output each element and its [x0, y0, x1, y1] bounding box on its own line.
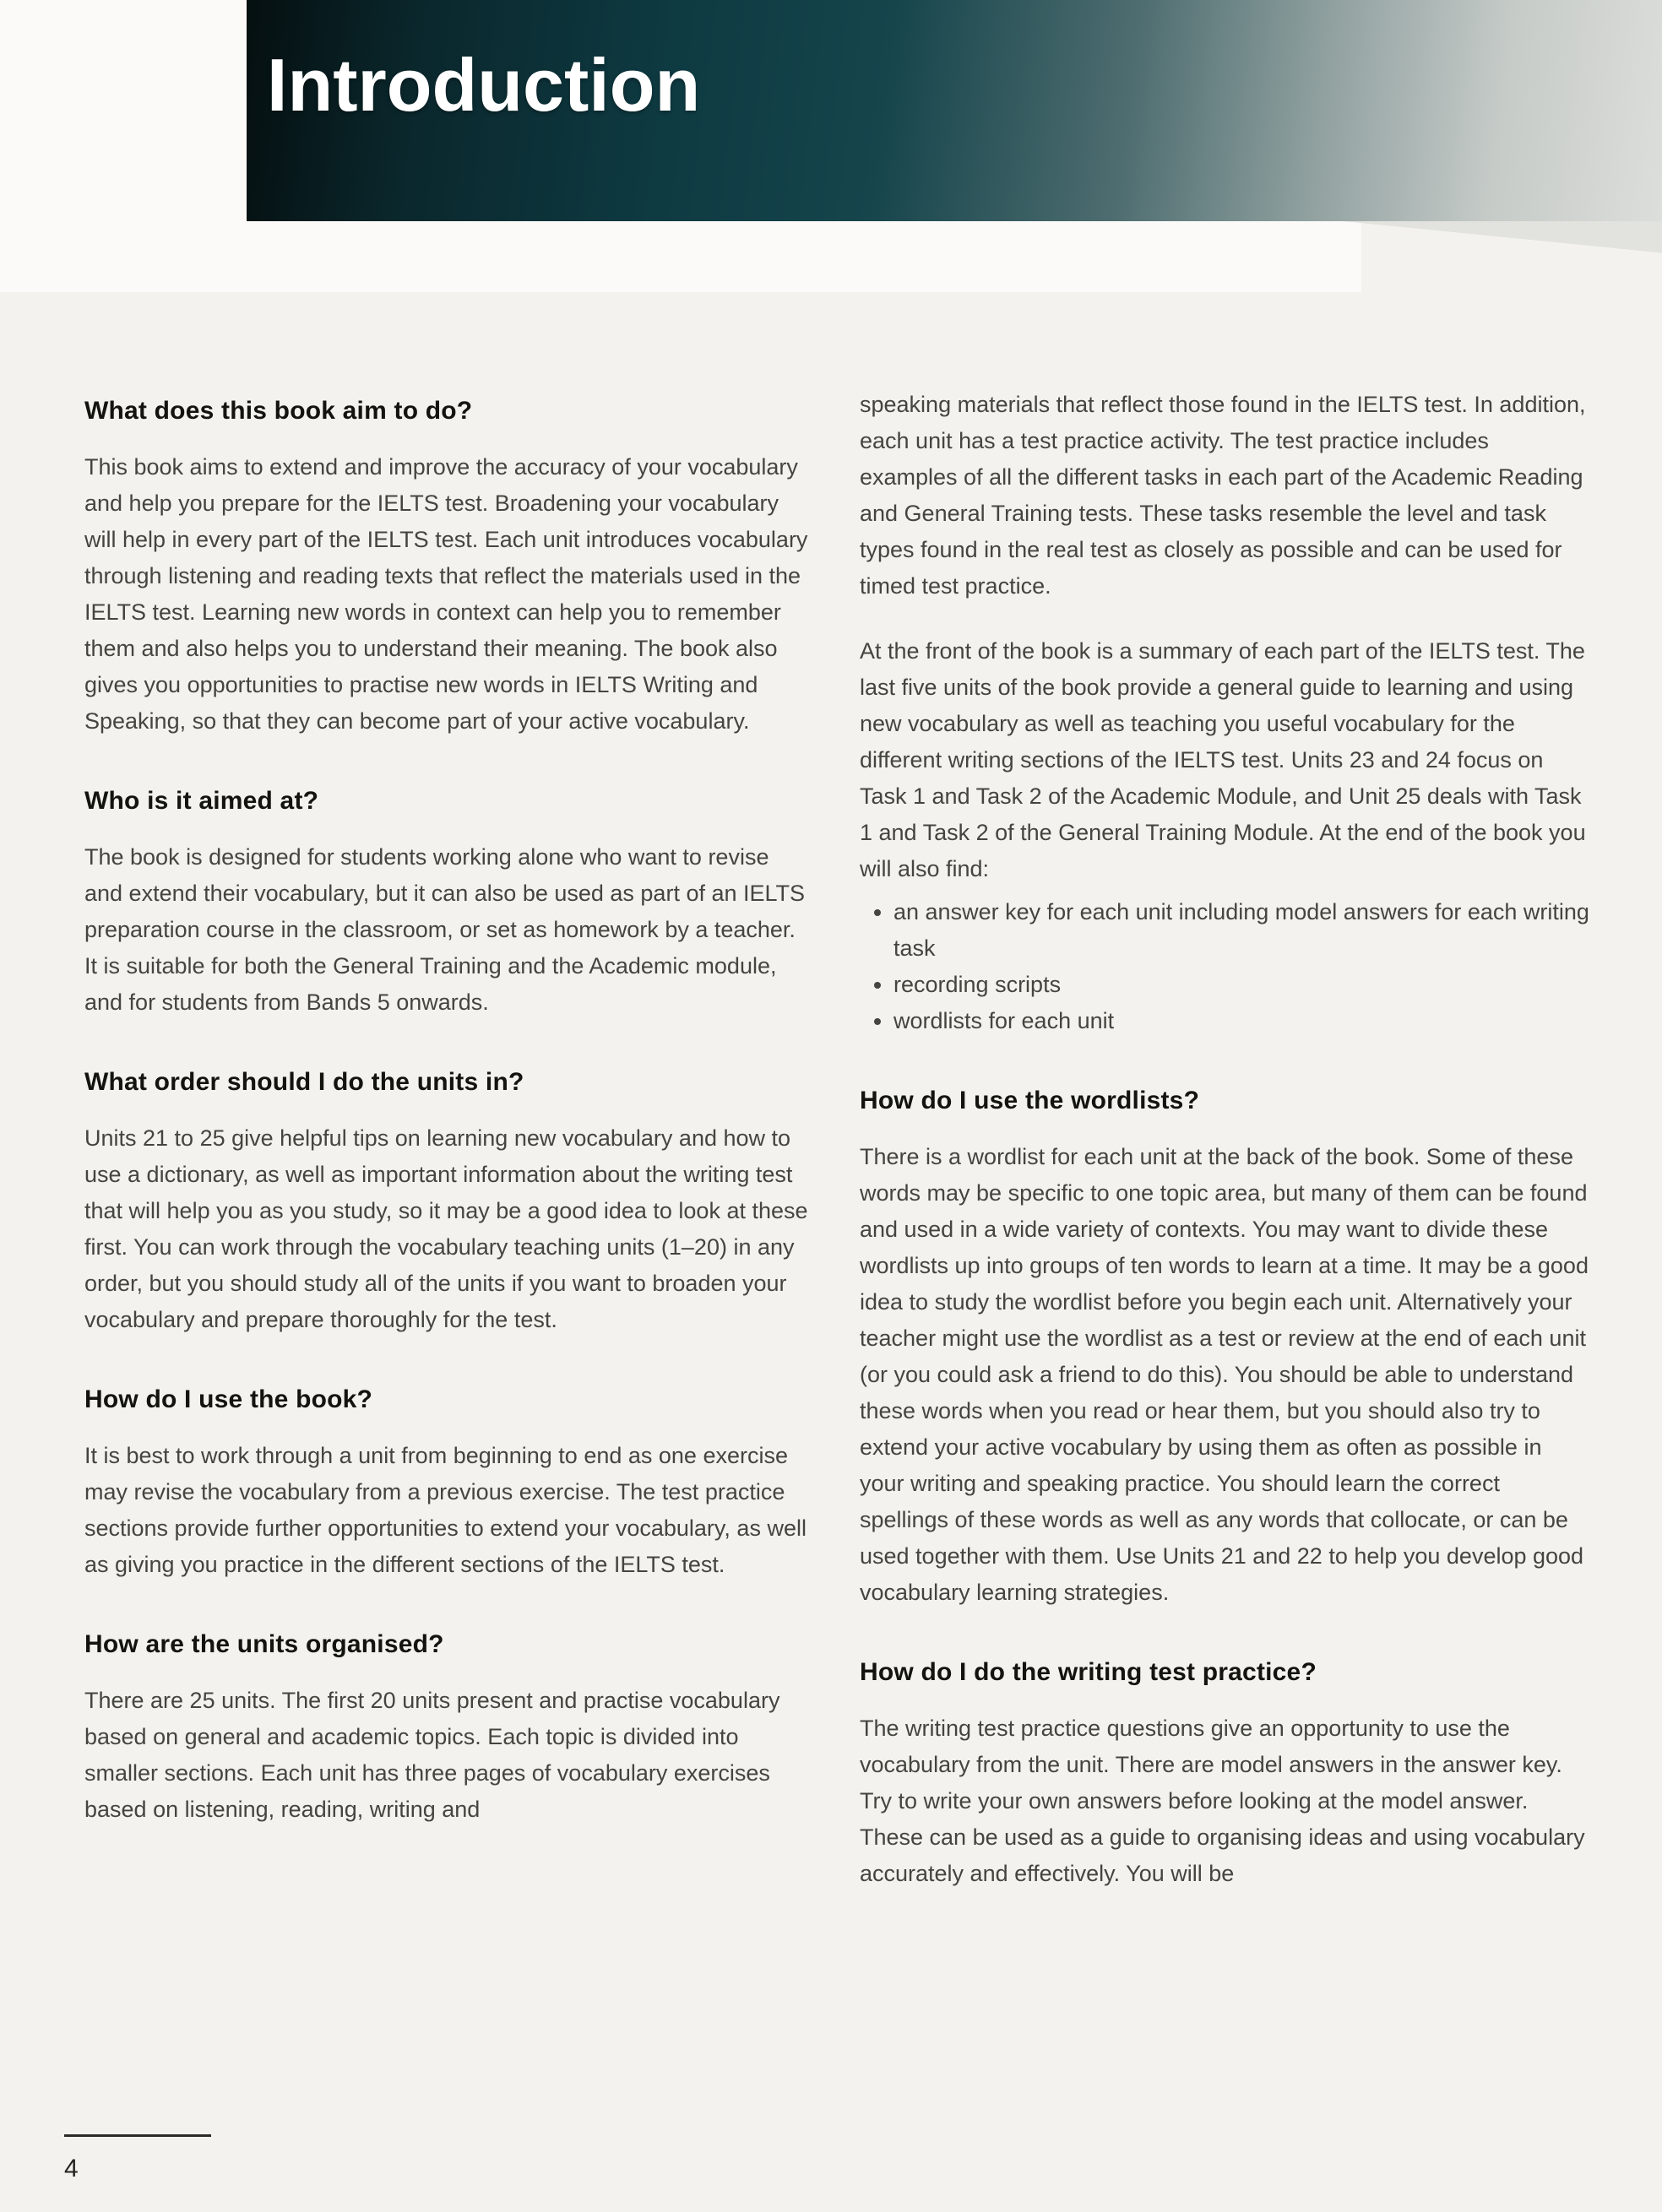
left-column: [84, 397, 811, 1828]
section-heading: How do I use the wordlists?: [860, 1087, 1200, 1114]
page-number: 4: [64, 2155, 79, 2182]
continuation-paragraph: speaking materials that reflect those found in the IELTS test. In addition, each unit has a test practice activity. The test practice includes examples of all the different tasks in each part of the Academic Reading and General Training tests. These tasks resemble the level and task types found in the real test as closely as possible and can be used for timed test practice.: [860, 392, 1586, 599]
section-unit-organisation: [84, 1630, 811, 1828]
section-aim: [84, 397, 811, 740]
paragraph: The book is designed for students working alone who want to revise and extend their vocabulary, but it can also be used as part of an IELTS preparation course in the classroom, or set as homework by a teacher. It is suitable for both the General Training and the Academic module, and for students from Bands 5 onwards.: [84, 844, 806, 1015]
bullet-item: • wordlists for each unit: [893, 1003, 1589, 1039]
section-how-to-use-book: [84, 1385, 811, 1583]
section-heading: What does this book aim to do?: [84, 397, 473, 425]
bullet-list: [860, 894, 1589, 1039]
paragraph: Units 21 to 25 give helpful tips on learning new vocabulary and how to use a dictionary, as well as important information about the writing test that will help you as you study, so it may be a good idea to look at these first. You can work through the vocabulary teaching units (1–20) in any order, but you should study all of the units if you want to broaden your vocabulary and prepare thoroughly for the test.: [84, 1125, 808, 1332]
right-column: [860, 387, 1589, 1892]
bullet-item: • an answer key for each unit including model answers for each writing task: [893, 894, 1589, 967]
section-heading: Who is it aimed at?: [84, 787, 319, 815]
footer-rule: [64, 2134, 211, 2137]
paragraph: It is best to work through a unit from beginning to end as one exercise may revise the vocabulary from a previous exercise. The test practice sections provide further opportunities to extend your vocabulary, as well as giving you practice in the different sections of the IELTS test.: [84, 1443, 807, 1577]
paragraph: There are 25 units. The first 20 units present and practise vocabulary based on general and academic topics. Each topic is divided into smaller sections. Each unit has three pages of vocabulary exercises based on listening, reading, writing and: [84, 1688, 780, 1822]
section-audience: [84, 787, 811, 1021]
intro-banner: [247, 0, 1662, 221]
book-overview-group: [860, 633, 1589, 1039]
section-heading: How do I use the book?: [84, 1385, 373, 1413]
section-heading: What order should I do the units in?: [84, 1068, 524, 1096]
page-title: Introduction: [267, 43, 701, 127]
section-unit-order: [84, 1068, 811, 1338]
section-heading: How do I do the writing test practice?: [860, 1658, 1317, 1686]
paragraph: This book aims to extend and improve the accuracy of your vocabulary and help you prepare for the IELTS test. Broadening your vocabulary will help in every part of the IELTS test. Each unit introduces vocabulary through listening and reading texts that reflect the materials used in the IELTS test. Learning new words in context can help you to remember them and also helps you to understand their meaning. The book also gives you opportunities to practise new words in IELTS Writing and Speaking, so that they can become part of your active vocabulary.: [84, 454, 808, 734]
section-writing-test-practice: [860, 1658, 1589, 1892]
paragraph: The writing test practice questions give an opportunity to use the vocabulary from the unit. There are model answers in the answer key. Try to write your own answers before looking at the model answer. These can be used as a guide to organising ideas and using vocabulary accurately and effectively. You will be: [860, 1716, 1585, 1886]
paragraph: There is a wordlist for each unit at the back of the book. Some of these words may be specific to one topic area, but many of them can be found and used in a wide variety of contexts. You may want to divide these wordlists up into groups of ten words to learn at a time. It may be a good idea to study the wordlist before you begin each unit. Alternatively your teacher might use the wordlist as a test or review at the end of each unit (or you could ask a friend to do this). You should be able to understand these words when you read or hear them, but you should also try to extend your active vocabulary by using them as often as possible in your writing and speaking practice. You should learn the correct spellings of these words as well as any words that collocate, or can be used together with them. Use Units 21 and 22 to help you develop good vocabulary learning strategies.: [860, 1144, 1589, 1605]
paragraph: At the front of the book is a summary of each part of the IELTS test. The last five units of the book provide a general guide to learning and using new vocabulary as well as teaching you useful vocabulary for the different writing sections of the IELTS test. Units 23 and 24 focus on Task 1 and Task 2 of the Academic Module, and Unit 25 deals with Task 1 and Task 2 of the General Training Module. At the end of the book you will also find:: [860, 638, 1586, 881]
section-heading: How are the units organised?: [84, 1630, 444, 1658]
bullet-item: • recording scripts: [893, 967, 1589, 1003]
banner-gradient-tail: [1343, 221, 1662, 265]
section-wordlists: [860, 1087, 1589, 1611]
